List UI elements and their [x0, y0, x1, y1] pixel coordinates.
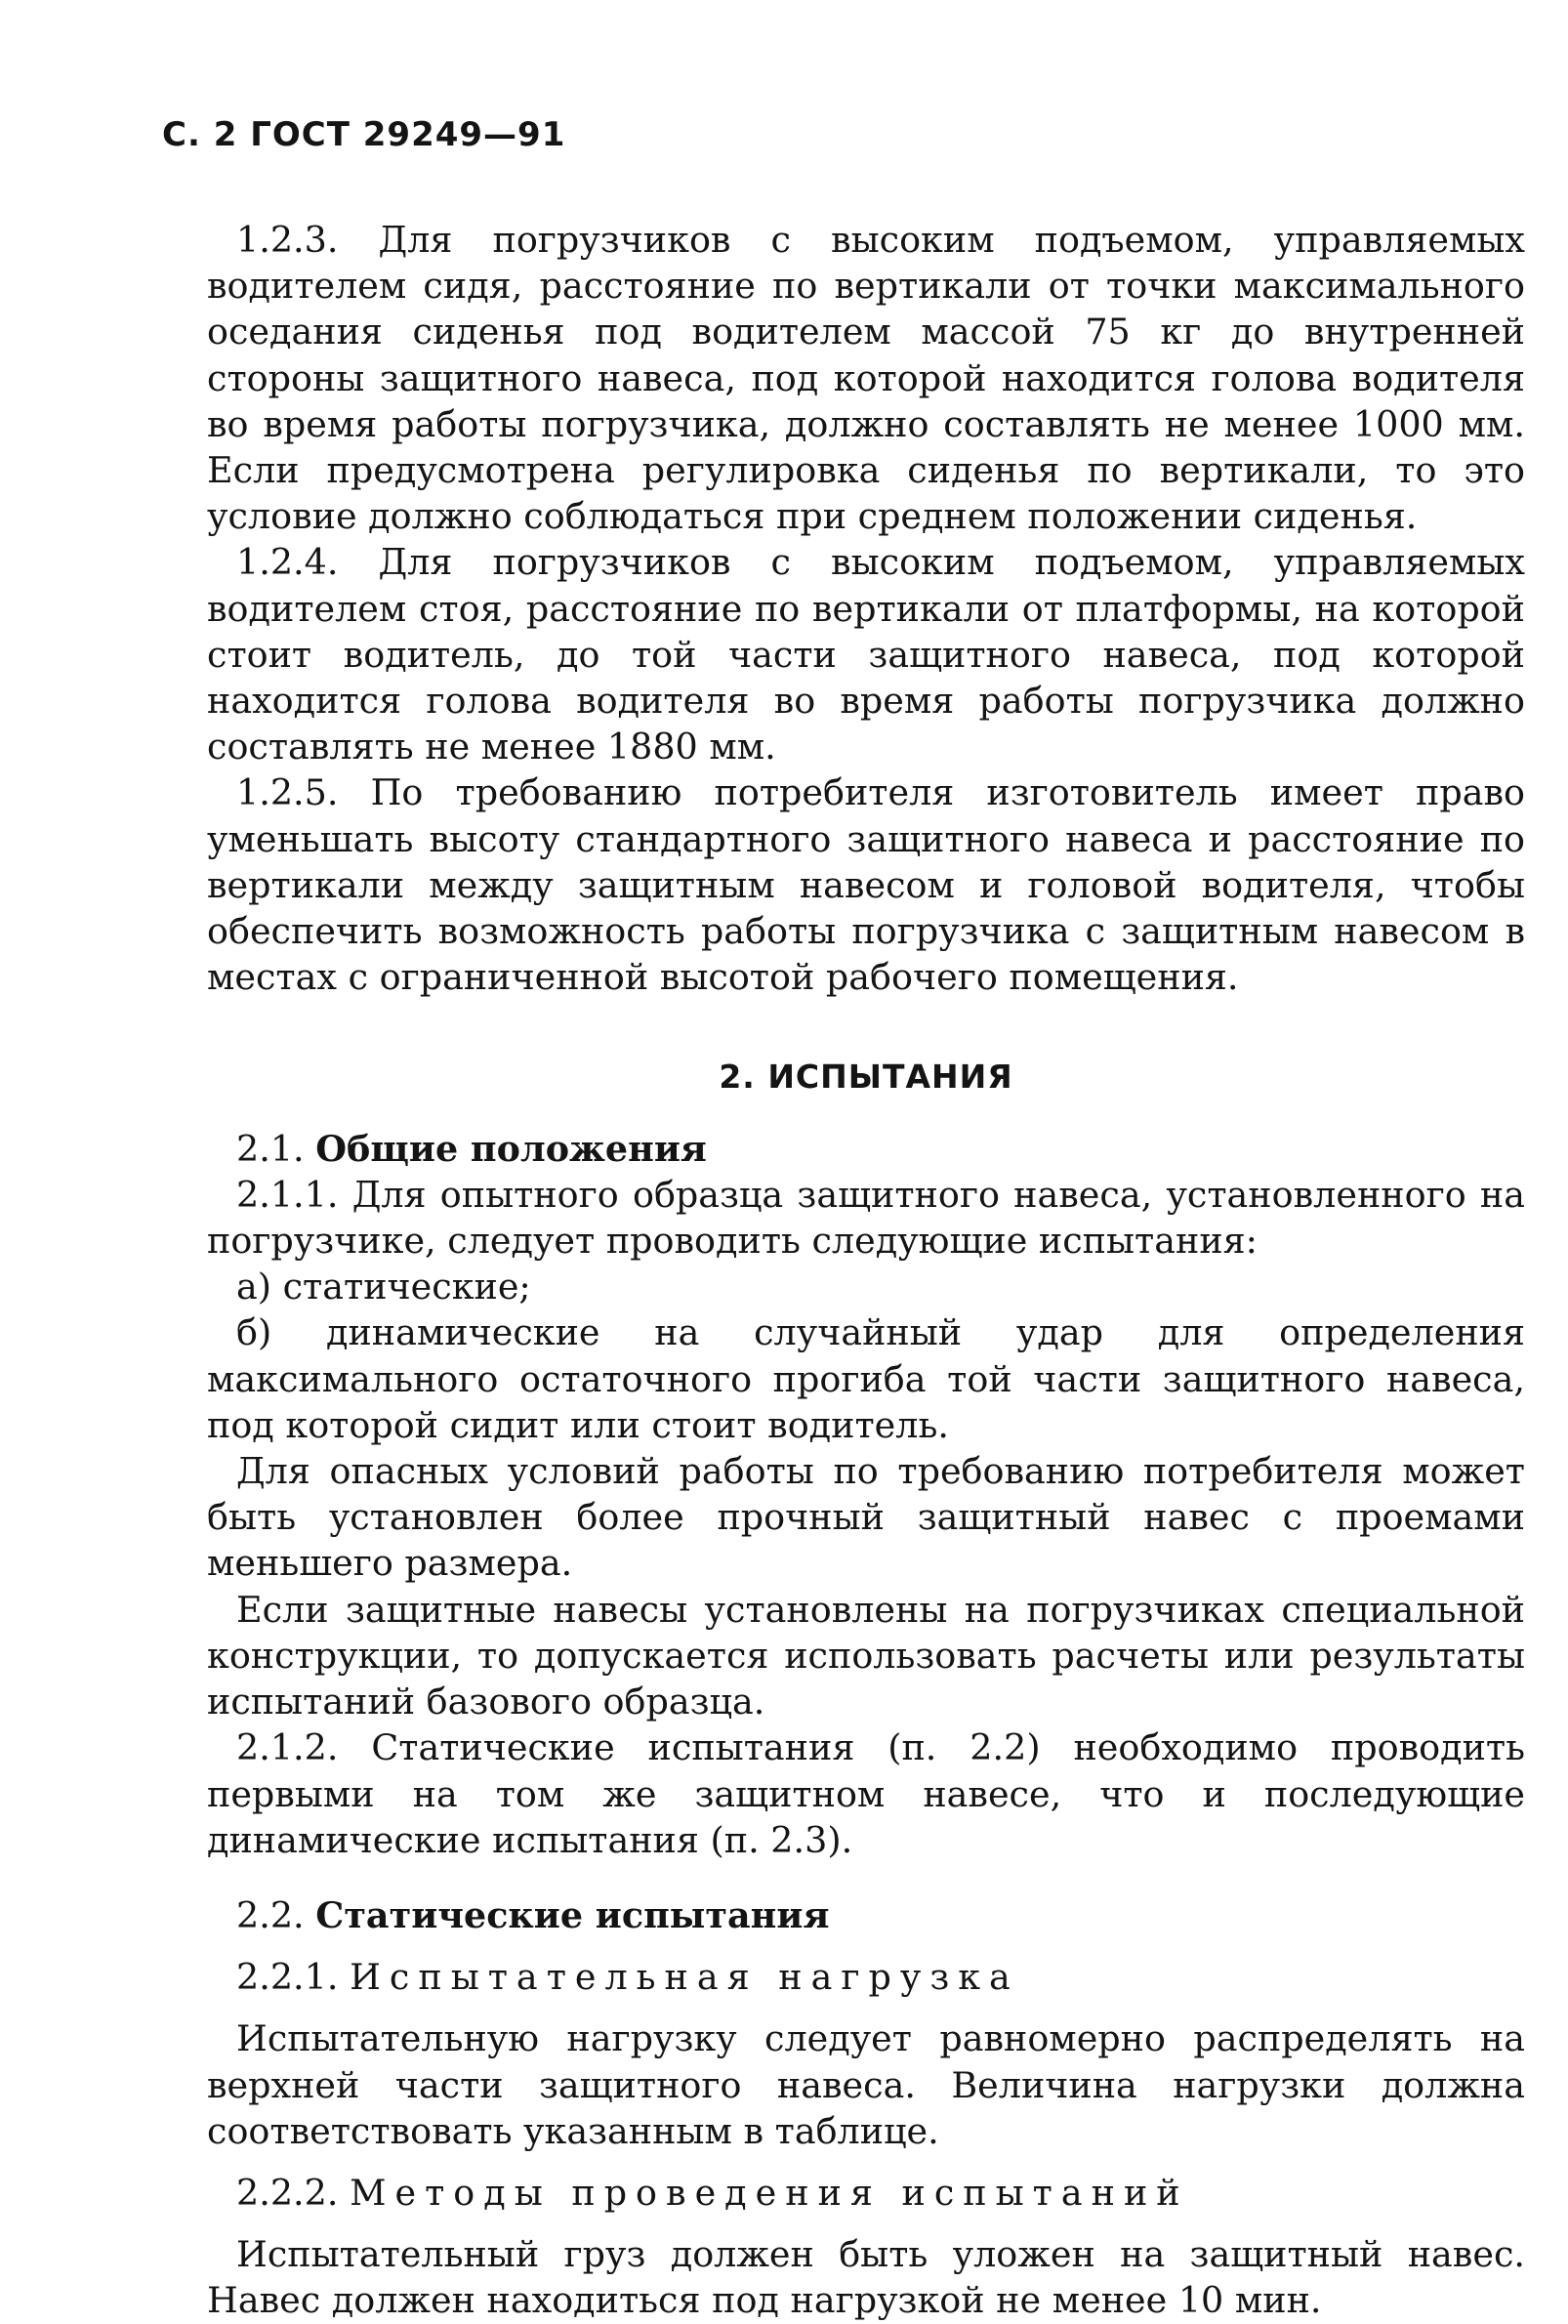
subsection-2-2-1-heading [207, 1954, 1525, 2000]
subsection-2-2-heading [207, 1892, 1525, 1938]
paragraph-test-methods: Испытательный груз должен быть уложен на защитный навес. Навес должен находиться под нагрузкой не менее 10 мин. [207, 2233, 1525, 2322]
document-body [207, 217, 1525, 2324]
subsection-number: 2.2.1. [236, 1956, 339, 1999]
paragraph-2-1-1: 2.1.1. Для опытного образца защитного навеса, установленного на погрузчике, следует проводить следующие испытания: [207, 1173, 1525, 1263]
subsection-title: Методы проведения испытаний [350, 2171, 1189, 2214]
subsection-title: Статические испытания [315, 1893, 830, 1936]
subsection-number: 2.1. [236, 1127, 305, 1170]
paragraph-danger-conditions: Для опасных условий работы по требованию потребителя может быть установлен более прочный защитный навес с проемами меньшего размера. [207, 1450, 1525, 1585]
section-title: 2. ИСПЫТАНИЯ [719, 1058, 1013, 1097]
subsection-2-1-heading [207, 1126, 1525, 1172]
page-header: С. 2 ГОСТ 29249—91 [162, 115, 566, 154]
subsection-title: Общие положения [315, 1127, 707, 1170]
subsection-title: Испытательная нагрузка [350, 1956, 1019, 1999]
subsection-number: 2.2.2. [236, 2171, 339, 2214]
paragraph-2-1-2: 2.1.2. Статические испытания (п. 2.2) необходимо проводить первыми на том же защитном навесе, что и последующие динамические испытания (п. 2.3). [207, 1726, 1525, 1861]
list-item-a: а) статические; [236, 1266, 531, 1308]
subsection-2-2-2-heading [207, 2170, 1525, 2216]
paragraph-test-load: Испытательную нагрузку следует равномерно распределять на верхней части защитного навеса. Величина нагрузки должна соответствовать указанным в таблице. [207, 2017, 1525, 2152]
paragraph-1-2-4: 1.2.4. Для погрузчиков с высоким подъемом, управляемых водителем стоя, расстояние по вертикали от платформы, на которой стоит водитель, до той части защитного навеса, под которой находится голова водителя во время работы погрузчика должно составлять не менее 1880 мм. [207, 541, 1525, 768]
list-item-b: б) динамические на случайный удар для определения максимального остаточного прогиба той части защитного навеса, под которой сидит или стоит водитель. [207, 1311, 1525, 1446]
paragraph-1-2-3: 1.2.3. Для погрузчиков с высоким подъемом, управляемых водителем сидя, расстояние по вертикали от точки максимального оседания сиденья под водителем массой 75 кг до внутренней стороны защитного навеса, под которой находится голова водителя во время работы погрузчика, должно составлять не менее 1000 мм. Если предусмотрена регулировка сиденья по вертикали, то это условие должно соблюдаться при среднем положении сиденья. [207, 219, 1525, 538]
paragraph-special-design: Если защитные навесы установлены на погрузчиках специальной конструкции, то допускается использовать расчеты или результаты испытаний базового образца. [207, 1588, 1525, 1723]
paragraph-1-2-5: 1.2.5. По требованию потребителя изготовитель имеет право уменьшать высоту стандартного защитного навеса и расстояние по вертикали между защитным навесом и головой водителя, чтобы обеспечить возможность работы погрузчика с защитным навесом в местах с ограниченной высотой рабочего помещения. [207, 771, 1525, 999]
subsection-number: 2.2. [236, 1893, 305, 1936]
